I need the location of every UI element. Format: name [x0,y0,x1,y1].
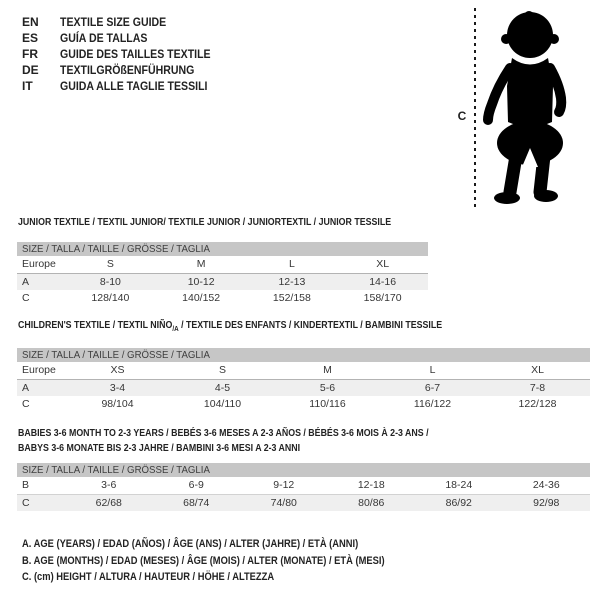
junior-age-row [17,274,428,291]
value-cell: 24-36 [532,479,560,492]
size-cell: L [429,364,436,377]
value-cell: 128/140 [91,292,130,305]
babies-age-row [17,477,590,495]
row-label: A [22,275,30,288]
size-cell: M [196,258,206,271]
value-cell: 92/98 [533,496,560,509]
size-cell: M [323,364,332,377]
children-table-title: CHILDREN'S TEXTILE / TEXTIL $NIÑO_{/A}$ / TEXTILE DES ENFANTS / KINDERTEXTIL / BAMBINI TESSILE [18,319,443,334]
value-cell: 18-24 [445,479,473,492]
value-cell: 5-6 [319,381,336,394]
junior-textile-section [17,216,428,307]
value-cell: 12-18 [357,479,385,492]
row-label: C [22,398,30,411]
children-height-row [17,396,590,413]
row-label: A [22,381,30,394]
language-row-en [22,14,231,30]
size-header-bar: SIZE / TALLA / TAILLE / GRÖSSE / TAGLIA [17,242,428,256]
size-cell: XL [376,258,390,271]
height-measure-label: C [457,109,467,123]
region-label: Europe [22,258,56,271]
language-row-es [22,30,231,46]
value-cell: 80/86 [358,496,385,509]
value-cell: 110/116 [309,398,346,411]
language-code: ES [22,31,39,45]
value-cell: 158/170 [363,292,402,305]
junior-height-row [17,290,428,307]
value-cell: 140/152 [182,292,221,305]
row-label: B [22,479,30,492]
value-cell: 152/158 [272,292,311,305]
size-cell: S [218,364,226,377]
value-cell: 12-13 [278,275,306,288]
language-code: DE [22,63,39,77]
value-cell: 104/110 [203,398,242,411]
language-title: GUIDA ALLE TAGLIE TESSILI [60,79,208,93]
language-title: GUÍA DE TALLAS [60,31,148,45]
value-cell: 86/92 [445,496,472,509]
babies-textile-section [17,426,590,511]
value-cell: 116/122 [413,398,452,411]
value-cell: 8-10 [99,275,121,288]
footnotes [22,536,449,586]
nino-a-subscript: /A [172,324,179,334]
children-age-row [17,380,590,397]
value-cell: 74/80 [270,496,297,509]
value-cell: 98/104 [101,398,134,411]
language-row-it [22,78,231,94]
footnote-a: A. AGE (YEARS) / EDAD (AÑOS) / ÂGE (ANS) / ALTER (JAHRE) / ETÀ (ANNI) [22,538,359,550]
size-cell: S [106,258,114,271]
baby-silhouette-icon [482,8,570,206]
footnote-c: C. (cm) HEIGHT / ALTURA / HAUTEUR / HÖHE / ALTEZZA [22,571,275,583]
junior-table-title: JUNIOR TEXTILE / TEXTIL JUNIOR/ TEXTILE JUNIOR / JUNIORTEXTIL / JUNIOR TESSILE [18,216,392,228]
value-cell: 3-6 [101,479,117,492]
row-label: C [22,496,30,509]
value-cell: 6-7 [424,381,441,394]
junior-size-row [17,256,428,274]
size-cell: L [288,258,295,271]
children-textile-section [17,319,590,413]
value-cell: 10-12 [187,275,215,288]
language-code: IT [22,79,33,93]
size-cell: XS [110,364,125,377]
value-cell: 9-12 [273,479,295,492]
value-cell: 68/74 [183,496,210,509]
height-dotted-line [474,8,476,210]
language-code: EN [22,15,39,29]
language-title: GUIDE DES TAILLES TEXTILE [60,47,211,61]
children-size-row [17,362,590,380]
size-header-bar: SIZE / TALLA / TAILLE / GRÖSSE / TAGLIA [17,348,590,362]
region-label: Europe [22,364,56,377]
value-cell: 14-16 [369,275,397,288]
value-cell: 7-8 [529,381,546,394]
value-cell: 62/68 [95,496,122,509]
value-cell: 122/128 [518,398,557,411]
value-cell: 6-9 [188,479,204,492]
language-code: FR [22,47,38,61]
value-cell: 3-4 [109,381,126,394]
language-list [22,14,231,94]
language-row-fr [22,46,231,62]
babies-table-title: BABIES 3-6 MONTH TO 2-3 YEARS / BEBÉS 3-6 MESES A 2-3 AÑOS / BÉBÉS 3-6 MOIS À 2-3 ANS / BABYS 3-6 MONATE BIS 2-3 JAHRE / BAMBINI 3-6 MESI A 2-3 ANNI [18,427,429,454]
babies-height-row [17,495,590,512]
footnote-b: B. AGE (MONTHS) / EDAD (MESES) / ÂGE (MOIS) / ALTER (MONATE) / ETÀ (MESI) [22,554,385,567]
language-title: TEXTILGRÖßENFÜHRUNG [60,63,195,77]
size-cell: XL [531,364,544,377]
language-title: TEXTILE SIZE GUIDE [60,15,167,29]
row-label: C [22,292,30,305]
size-header-bar: SIZE / TALLA / TAILLE / GRÖSSE / TAGLIA [17,463,590,477]
language-row-de [22,62,231,78]
value-cell: 4-5 [214,381,231,394]
